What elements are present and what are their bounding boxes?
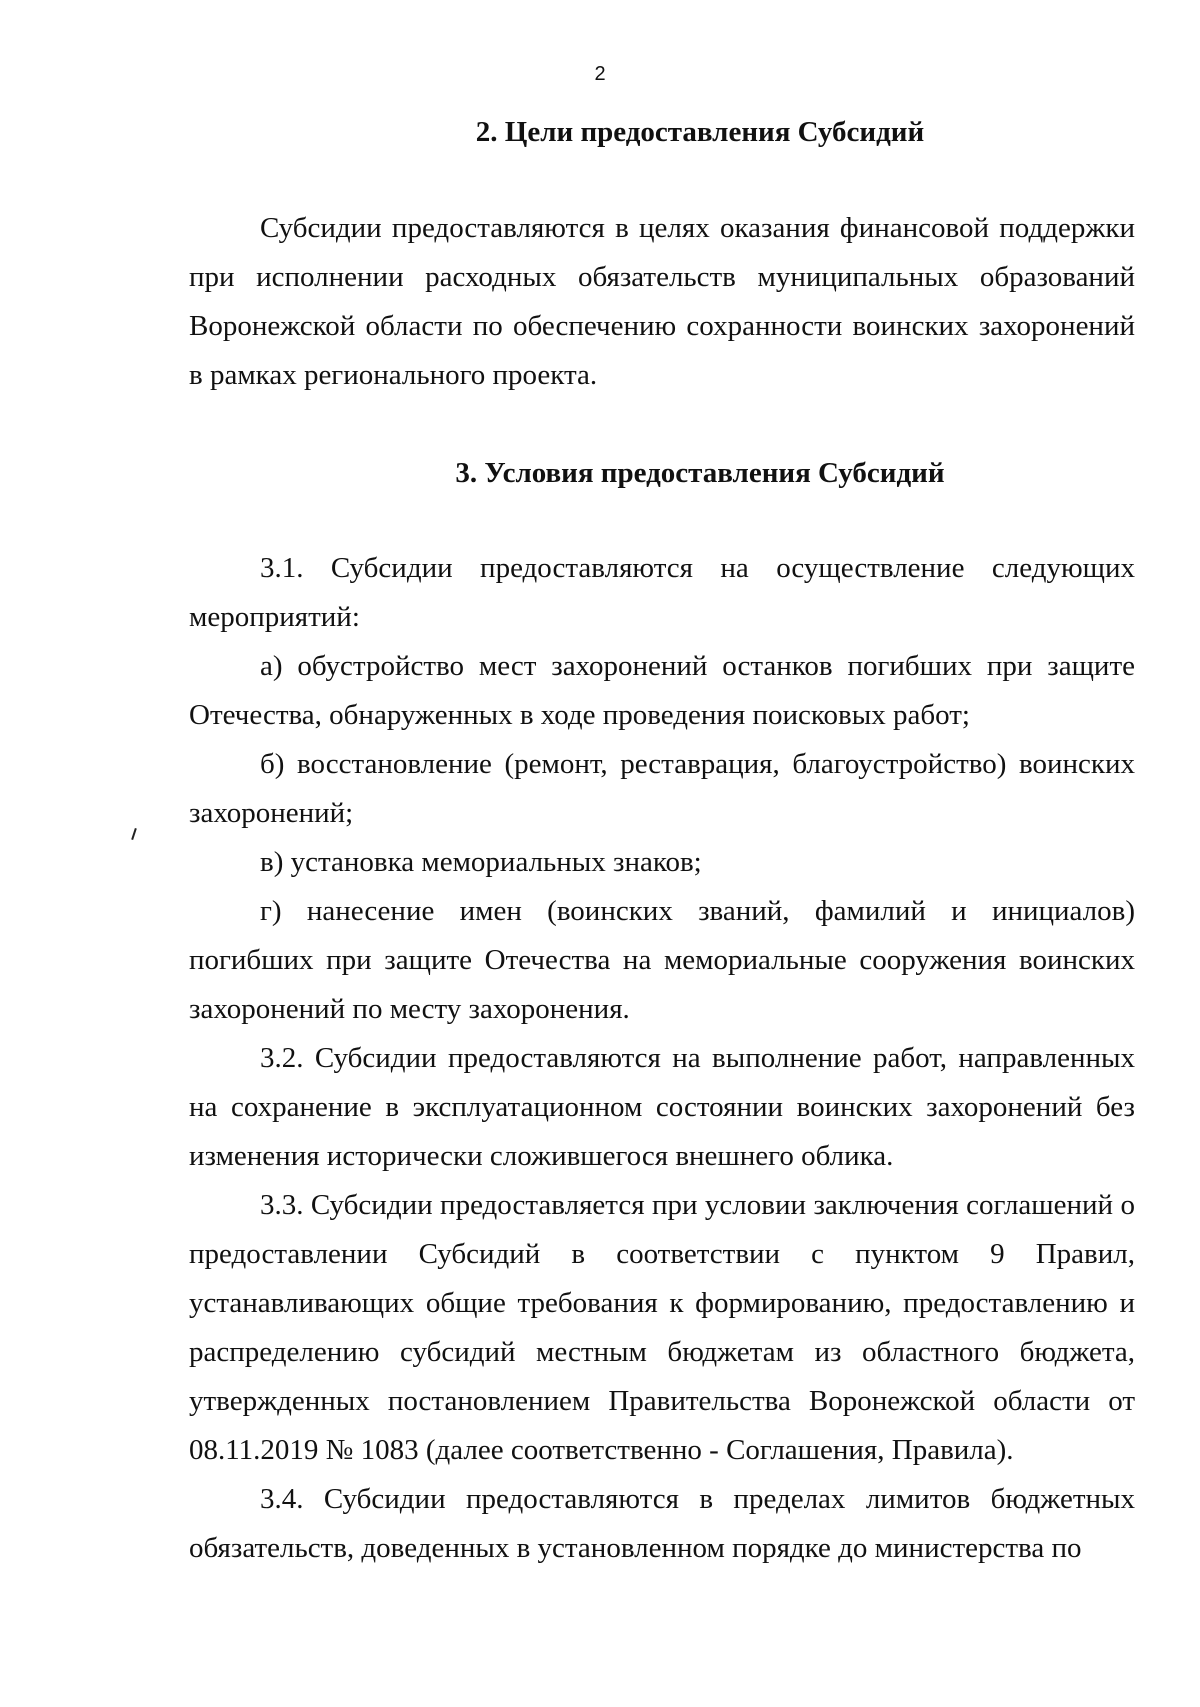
section-spacer — [189, 400, 1135, 449]
document-body — [189, 108, 1135, 1573]
clause-3-1-item-g: г) нанесение имен (воинских званий, фамилий и инициалов) погибших при защите Отечества на мемориальные сооружения воинских захоронений по месту захоронения. — [189, 895, 1135, 1025]
stray-pen-mark — [131, 828, 137, 840]
clause-3-1-item-a: а) обустройство мест захоронений останков погибших при защите Отечества, обнаруженных в ходе проведения поисковых работ; — [189, 650, 1135, 731]
clause-3-1-item-v: в) установка мемориальных знаков; — [260, 846, 702, 878]
clause-3-3: 3.3. Субсидии предоставляется при условии заключения соглашений о предоставлении Субсидий в соответствии с пунктом 9 Правил, устанавливающих общие требования к формированию, предоставлению и распределению субсидий местным бюджетам из областного бюджета, утвержденных постановлением Правительства Воронежской области от 08.11.2019 № 1083 (далее соответственно - Соглашения, Правила). — [189, 1189, 1135, 1466]
page-number: 2 — [594, 63, 606, 85]
clause-3-1: 3.1. Субсидии предоставляются на осуществление следующих мероприятий: — [189, 552, 1135, 633]
clause-3-4: 3.4. Субсидии предоставляются в пределах лимитов бюджетных обязательств, доведенных в установленном порядке до министерства по — [189, 1483, 1135, 1564]
section-2-heading: 2. Цели предоставления Субсидий — [475, 116, 925, 148]
clause-3-1-item-b: б) восстановление (ремонт, реставрация, благоустройство) воинских захоронений; — [189, 748, 1135, 829]
section-3-heading: 3. Условия предоставления Субсидий — [455, 457, 945, 489]
clause-3-2: 3.2. Субсидии предоставляются на выполнение работ, направленных на сохранение в эксплуатационном состоянии воинских захоронений без изменения исторически сложившегося внешнего облика. — [189, 1042, 1135, 1172]
purpose-paragraph: Субсидии предоставляются в целях оказания финансовой поддержки при исполнении расходных обязательств муниципальных образований Воронежской области по обеспечению сохранности воинских захоронений в рамках регионального проекта. — [189, 212, 1135, 391]
